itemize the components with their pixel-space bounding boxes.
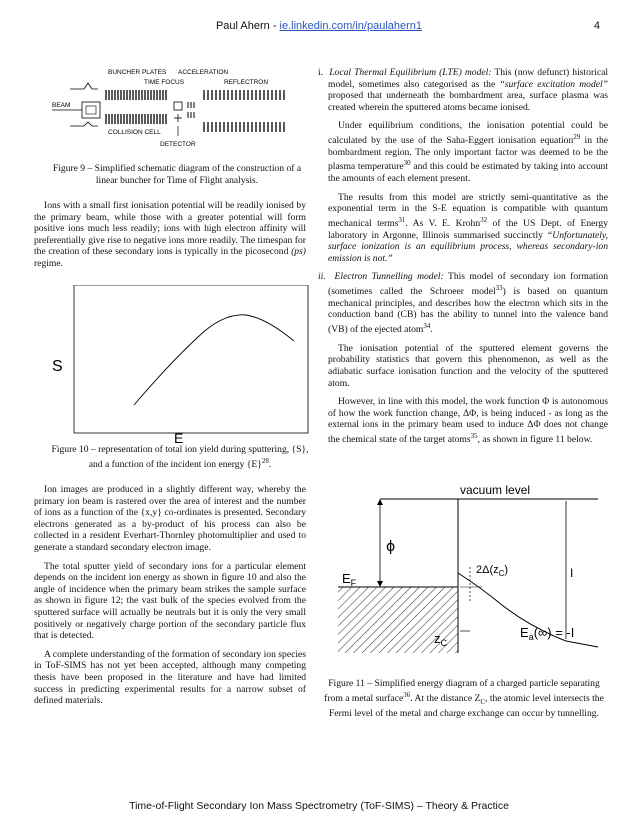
delta-label: $2\Delta(z_C)$: [476, 564, 509, 578]
fig9-label-collision: COLLISION CELL: [108, 129, 161, 136]
header-author: Paul Ahern -: [215, 20, 280, 32]
ion-yield-svg: [48, 285, 310, 443]
vacuum-level-label: vacuum level: [460, 483, 531, 497]
page-number: 4: [593, 20, 600, 32]
paragraph-sputter-yield: The total sputter yield of secondary ions for a particular element depends on the incident ion energy as shown in figure 10 and also the angle of incidence when the primary beam strikes the sample surface as shown in figure 12; the vast bulk of the species evolved from the sputtered surface will actually be neutrals but it is only the very small positively or negatively charge portion of the secondary particle flux that is detected.: [34, 560, 306, 642]
figure-9-diagram: [52, 66, 302, 150]
energy-diagram-svg: [330, 481, 604, 653]
fig9-label-detector: DETECTOR: [160, 141, 196, 148]
left-column-text-1: [34, 200, 306, 277]
ef-label: $E_F$: [342, 571, 357, 588]
figure-10-caption: Figure 10 – representation of total ion yield during sputtering, {S}, and a function of the incident ion energy $\{E\}^{28}$.: [51, 444, 309, 470]
zc-label: $z_C$: [434, 631, 447, 648]
linkedin-link[interactable]: ie.linkedin.com/in/paulahern1: [279, 20, 423, 32]
fig9-label-beam: BEAM: [52, 102, 71, 109]
left-column-text-2: [34, 484, 306, 714]
page-footer: Time-of-Flight Secondary Ion Mass Spectrometry (ToF-SIMS) – Theory & Practice: [129, 800, 509, 812]
phi-label: ϕ: [386, 539, 396, 555]
fig9-label-reflectron: REFLECTRON: [224, 79, 269, 86]
fig9-label-buncher: BUNCHER PLATES: [108, 69, 167, 76]
page-header: [0, 20, 638, 32]
plot-frame: [74, 285, 308, 433]
I-label: I: [570, 566, 574, 580]
item-electron-tunnelling: ii. Electron Tunnelling model: This model of secondary ion formation (sometimes called the Schroeer model$^{33}$) is based on quantum mechanical principles, and describes how the electron which sits in the conduction band (CB) has the ability to tunnel into the valence band (VB) of the ejected atom$^{34}$.: [318, 271, 608, 336]
fig9-label-acceleration: ACCELERATION: [178, 69, 229, 76]
buncher-schematic-svg: [52, 66, 302, 150]
figure-9-caption: Figure 9 – Simplified schematic diagram of the construction of a linear buncher for Time of Flight analysis.: [52, 163, 302, 186]
buncher-plates: [106, 90, 166, 124]
fig10-xlabel: E: [174, 430, 184, 443]
paragraph-ionisation-potential: The ionisation potential of the sputtered element governs the probability statistics that govern this phenomenon, as well as the adiabatic surface ionisation function and the velocity of the sputtered atom.: [328, 342, 608, 389]
paragraph-semi-quantitative: The results from this model are strictly semi-quantitative as the exponential term in the S-E equation is compatible with quantum mechanical terms$^{31}$. As V. E. Krohn$^{32}$ of the US Dept. of Energy laboratory in Argonne, Illinois summarised succinctly “Unfortunately, surface ionization is an equilibrium process, whereas secondary-ion emission is not.”: [328, 191, 609, 264]
figure-11-caption: Figure 11 – Simplified energy diagram of a charged particle separating from a metal surface$^{36}$. At the distance $Z_C$, the atomic level intersects the Fermi level of the metal and charge exchange can occur by tunnelling.: [324, 678, 604, 720]
figure-11-energy-diagram: [330, 481, 604, 653]
paragraph-ionisation: Ions with a small first ionisation potential will be readily ionised by the primary beam, while those with a greater potential will form positive ions much less readily; ions with high electron affinity will preferentially give rise to negative ions more readily. The timespan for the creation of these secondary ions is typically in the picosecond (ps) regime.: [34, 200, 306, 269]
fig9-label-timefocus: TIME FOCUS: [144, 79, 185, 86]
paragraph-work-function: However, in line with this model, the work function Φ is autonomous of how the work function change, ΔΦ, is being induced - as long as the external ions in the primary beam used to induce ΔΦ does not change the chemical state of the target atoms$^{35}$, as shown in figure 11 below.: [328, 396, 608, 446]
reflectron-plates: [204, 90, 284, 132]
paragraph-understanding: A complete understanding of the formation of secondary ion species in ToF-SIMS has not yet been accepted, although many competing thesis have been proposed in the literature and have had limited success in predicting experimental results for a narrow subset of defined materials.: [34, 648, 306, 707]
fig10-ylabel: S: [52, 358, 63, 375]
paragraph-saha-eggert: Under equilibrium conditions, the ionisation potential could be calculated by the use of the Saha-Eggert ionisation equation$^{29}$ in the bombardment region. The only important factor was deemed to be the plasma temperature$^{30}$ and this could be estimated by taking into account the amounts of each element present.: [328, 120, 608, 185]
paragraph-ion-images: Ion images are produced in a slightly different way, whereby the primary ion beam is rastered over the area of interest and the number of ions as a function of the {x,y} co-ordinates is presented. Secondary electrons generated as a by-product of his process can also be collected in a resident Everhart-Thornley photomultiplier and used to generate a standard secondary electron image.: [34, 484, 306, 553]
ea-label: $E_a(\infty) = -I$: [520, 625, 575, 642]
item-lte-model: i. Local Thermal Equilibrium (LTE) model: This (now defunct) historical model, sometimes also categorised as the “surface excitation model” proposed that underneath the bombardment area, surface plasma was created wherein the sputtered atoms became ionised.: [318, 67, 609, 113]
right-column-text: [318, 67, 608, 453]
figure-10-plot: [48, 285, 310, 443]
